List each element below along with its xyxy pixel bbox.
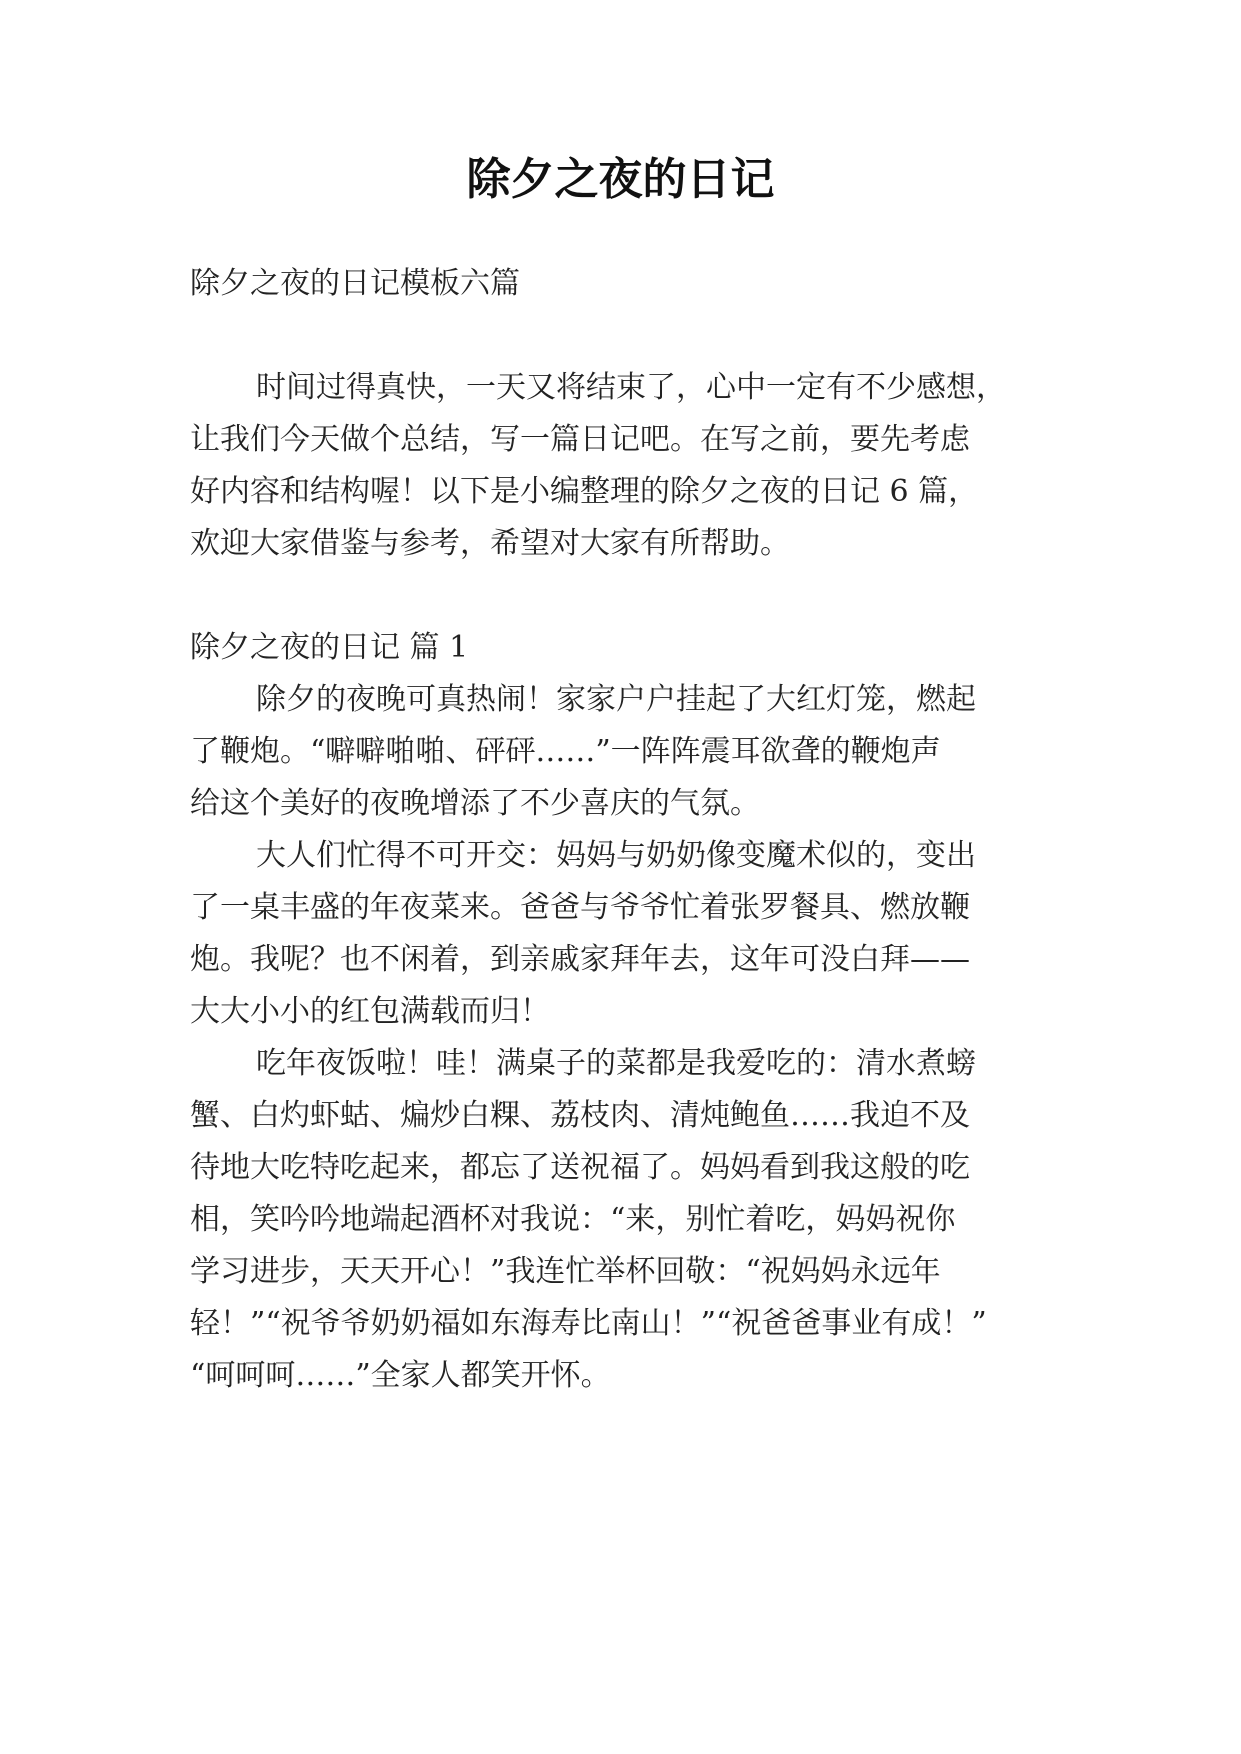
paragraph1-line-3: 给这个美好的夜晚增添了不少喜庆的气氛。 xyxy=(190,786,760,821)
paragraph1-line-1: 除夕的夜晚可真热闹！家家户户挂起了大红灯笼，燃起 xyxy=(256,682,976,717)
document-title: 除夕之夜的日记 xyxy=(466,154,775,205)
paragraph2-line-3: 炮。我呢？也不闲着，到亲戚家拜年去，这年可没白拜—— xyxy=(190,942,970,977)
paragraph3-line-3: 待地大吃特吃起来，都忘了送祝福了。妈妈看到我这般的吃 xyxy=(190,1150,970,1185)
paragraph3-line-7: “呵呵呵……”全家人都笑开怀。 xyxy=(190,1358,611,1393)
paragraph2-line-1: 大人们忙得不可开交：妈妈与奶奶像变魔术似的，变出 xyxy=(256,838,976,873)
paragraph3-line-4: 相，笑吟吟地端起酒杯对我说：“来，别忙着吃，妈妈祝你 xyxy=(190,1202,956,1237)
intro-line-1: 时间过得真快，一天又将结束了，心中一定有不少感想， xyxy=(256,370,1006,405)
intro-line-2: 让我们今天做个总结，写一篇日记吧。在写之前，要先考虑 xyxy=(190,422,970,457)
intro-line-3: 好内容和结构喔！以下是小编整理的除夕之夜的日记 6 篇， xyxy=(190,474,979,509)
paragraph3-line-6: 轻！”“祝爷爷奶奶福如东海寿比南山！”“祝爸爸事业有成！” xyxy=(190,1306,987,1341)
section-heading: 除夕之夜的日记 篇 1 xyxy=(190,630,469,665)
paragraph2-line-2: 了一桌丰盛的年夜菜来。爸爸与爷爷忙着张罗餐具、燃放鞭 xyxy=(190,890,970,925)
paragraph3-line-5: 学习进步，天天开心！”我连忙举杯回敬：“祝妈妈永远年 xyxy=(190,1254,941,1289)
paragraph2-line-4: 大大小小的红包满载而归！ xyxy=(190,994,550,1029)
document-subtitle: 除夕之夜的日记模板六篇 xyxy=(190,266,520,301)
paragraph3-line-2: 蟹、白灼虾蛄、煸炒白粿、荔枝肉、清炖鲍鱼……我迫不及 xyxy=(190,1098,970,1133)
paragraph3-line-1: 吃年夜饭啦！哇！满桌子的菜都是我爱吃的：清水煮螃 xyxy=(256,1046,976,1081)
intro-line-4: 欢迎大家借鉴与参考，希望对大家有所帮助。 xyxy=(190,526,790,561)
paragraph1-line-2: 了鞭炮。“噼噼啪啪、砰砰……”一阵阵震耳欲聋的鞭炮声 xyxy=(190,734,941,769)
